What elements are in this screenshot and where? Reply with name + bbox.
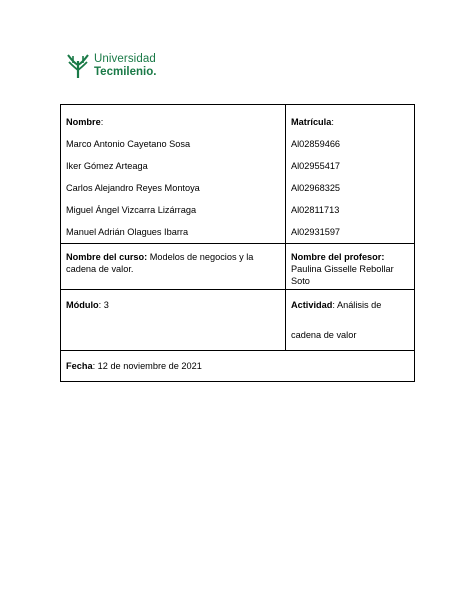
logo-line-tecmilenio: Tecmilenio. — [94, 65, 157, 78]
module-label: Módulo — [66, 300, 99, 310]
student-name: Carlos Alejandro Reyes Montoya — [66, 183, 200, 193]
module-cell — [61, 290, 286, 351]
names-header — [66, 111, 280, 133]
student-id: Al02968325 — [291, 183, 341, 193]
students-names-cell — [61, 105, 286, 244]
names-label-suffix: : — [100, 117, 104, 127]
university-logo — [66, 52, 156, 80]
student-name: Manuel Adrián Olagues Ibarra — [66, 227, 189, 237]
student-id: Al02811713 — [291, 205, 340, 215]
names-label: Nombre — [66, 117, 101, 127]
student-id: Al02931597 — [291, 227, 341, 237]
activity-cell — [286, 290, 415, 351]
module-value: : 3 — [98, 300, 109, 310]
students-ids-cell — [286, 105, 415, 244]
student-name: Iker Gómez Arteaga — [66, 161, 148, 171]
teacher-label: Nombre del profesor: — [291, 252, 385, 262]
teacher-value: Paulina Gisselle Rebollar Soto — [291, 264, 394, 286]
course-label: Nombre del curso: — [66, 252, 148, 262]
activity-value: : Análisis de cadena de valor — [291, 300, 382, 340]
date-cell — [61, 351, 415, 382]
tecmilenio-leaf-icon — [66, 53, 90, 79]
course-row — [61, 244, 415, 290]
logo-wordmark — [94, 54, 156, 78]
student-ids-list — [291, 133, 409, 243]
teacher-cell — [286, 244, 415, 290]
cover-info-table — [60, 104, 415, 382]
date-label: Fecha — [66, 361, 93, 371]
student-name: Miguel Ángel Vizcarra Lizárraga — [66, 205, 197, 215]
students-row — [61, 105, 415, 244]
date-row — [61, 351, 415, 382]
student-name: Marco Antonio Cayetano Sosa — [66, 139, 191, 149]
date-value: : 12 de noviembre de 2021 — [92, 361, 202, 371]
ids-label: Matrícula — [291, 117, 332, 127]
logo-line-universidad: Universidad — [94, 53, 156, 65]
ids-header — [291, 111, 409, 133]
student-id: Al02955417 — [291, 161, 341, 171]
activity-label: Actividad — [291, 300, 333, 310]
course-cell — [61, 244, 286, 290]
ids-label-suffix: : — [331, 117, 334, 127]
course-value: Modelos de negocios y la cadena de valor. — [66, 252, 254, 274]
student-id: Al02859466 — [291, 139, 341, 149]
module-row — [61, 290, 415, 351]
student-names-list — [66, 133, 280, 243]
